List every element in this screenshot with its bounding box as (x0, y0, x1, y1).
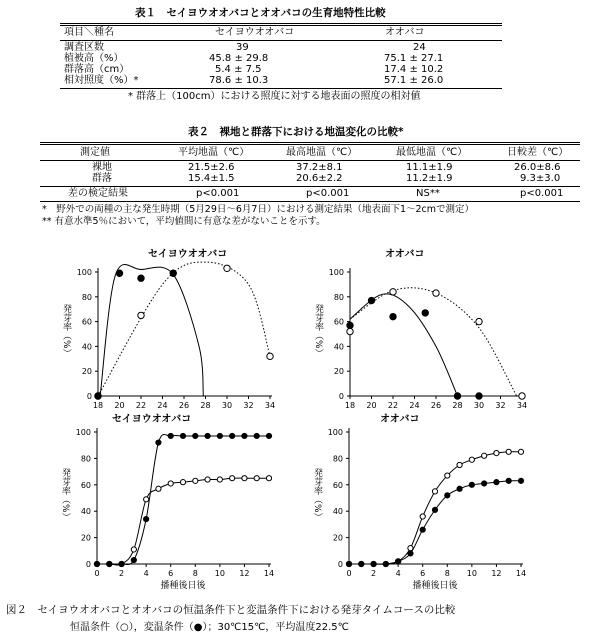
chart4-constant-point (432, 489, 437, 494)
chart3-constant-point (131, 547, 136, 552)
chart2-constant-point (347, 328, 353, 334)
chart3-variable-point (107, 561, 112, 566)
chart4-constant-point (469, 457, 474, 462)
chart1-constant-point (267, 353, 273, 359)
table2-header: 最低地温（℃） (396, 147, 468, 158)
chart3-variable-point (266, 433, 271, 438)
chart4-x-tick-label: 4 (395, 569, 401, 578)
table2-row-label: 裸地 (92, 162, 112, 173)
table1-cell: 39 (236, 42, 249, 53)
chart3-y-tick-label: 100 (75, 428, 91, 437)
table1-row-label: 植被高（%） (64, 53, 124, 64)
chart2-x-tick-label: 18 (344, 401, 356, 410)
chart3-variable-point (131, 557, 136, 562)
table1-cell: 24 (413, 42, 426, 53)
chart1-y-tick-label: 60 (81, 317, 92, 327)
table2-caption: 表２ 裸地と群落下における地温変化の比較* (188, 126, 404, 138)
chart3-variable-point (254, 433, 259, 438)
table1-header-species-b: オオバコ (385, 27, 425, 38)
table2-note1: * 野外での両種の主な発生時期（5月29日～6月7日）における測定結果（地表面下1～2cmで測定） (42, 204, 475, 215)
chart3-y-tick-label: 20 (80, 533, 91, 543)
chart4-x-tick-label: 6 (420, 569, 426, 578)
table1-cell: 5.4 ± 7.5 (215, 64, 262, 75)
chart1-y-tick-label: 80 (81, 292, 92, 302)
chart2-x-tick-label: 26 (430, 401, 442, 410)
chart4-constant-point (457, 462, 462, 467)
chart2-y-label: 発芽率（%） (313, 304, 323, 358)
table2-test-cell: NS** (416, 188, 440, 199)
chart3-variable-point (180, 433, 185, 438)
chart4-variable-point (359, 561, 364, 566)
chart4-variable-point (408, 551, 413, 556)
chart2-variable-point (476, 393, 482, 399)
table1-note: * 群落上（100cm）における照度に対する地表面の照度の相対値 (128, 91, 421, 102)
chart2-x-tick-label: 24 (409, 401, 420, 410)
table2-cell: 9.3±3.0 (520, 173, 561, 184)
chart3-constant-point (193, 478, 198, 483)
chart4-y-tick-label: 60 (332, 480, 343, 490)
table1-row-label: 調査区数 (64, 42, 104, 53)
chart3-constant-point (230, 476, 235, 481)
table2-header: 最高地温（℃） (286, 147, 358, 158)
chart4-x-tick-label: 12 (491, 569, 502, 578)
chart3-title: セイヨウオオバコ (112, 414, 192, 425)
chart3-constant-point (242, 476, 247, 481)
chart1-y-tick-label: 40 (81, 342, 92, 352)
chart3-constant-point (144, 497, 149, 502)
chart3-constant-point (254, 476, 259, 481)
chart2-variable-curve (350, 294, 458, 396)
table2-test-cell: p<0.001 (306, 188, 350, 199)
chart3-variable-point (119, 561, 124, 566)
table2-test-label: 差の検定結果 (68, 188, 128, 199)
chart4-variable-point (445, 493, 450, 498)
table2-header-rule (40, 160, 580, 161)
chart4-y-tick-label: 20 (332, 533, 343, 543)
chart4-y-tick-label: 80 (332, 454, 343, 464)
chart2-constant-point (433, 290, 439, 296)
chart1-constant-point (138, 312, 144, 318)
chart1-x-tick-label: 26 (178, 401, 190, 410)
chart2-y-tick-label: 80 (333, 292, 344, 302)
chart4-constant-point (518, 449, 523, 454)
table2-mid-rule (40, 186, 580, 187)
chart4-variable-point (482, 481, 487, 486)
chart4-variable-point (346, 561, 351, 566)
chart1-variable-point (116, 270, 122, 276)
chart4-y-tick-label: 100 (327, 428, 343, 437)
chart4-variable-point (457, 486, 462, 491)
figure-caption: 図２ セイヨウオオバコとオオバコの恒温条件下と変温条件下における発芽タイムコースの比較 (6, 604, 456, 616)
table2-header: 測定値 (80, 147, 110, 158)
chart3-y-tick-label: 80 (80, 454, 91, 464)
chart3-variable-point (94, 561, 99, 566)
chart3-variable-point (168, 433, 173, 438)
chart4-constant-point (494, 451, 499, 456)
figure-caption-line2: 恒温条件（○），変温条件（●）；30℃15℃，平均温度22.5℃ (70, 622, 349, 633)
chart4-variable-point (371, 561, 376, 566)
table2-bottom-rule (40, 201, 580, 202)
chart3-constant-point (168, 481, 173, 486)
table1-header-rule (60, 40, 502, 41)
chart3-variable-point (242, 433, 247, 438)
chart4-y-tick-label: 40 (332, 507, 343, 517)
chart1-y-tick-label: 100 (76, 268, 92, 277)
chart3-x-tick-label: 10 (214, 569, 225, 578)
table1-row-label: 群落高（cm） (64, 64, 130, 75)
chart3-x-tick-label: 4 (143, 569, 149, 578)
chart1-x-tick-label: 30 (221, 401, 233, 410)
chart3-constant-point (156, 486, 161, 491)
chart3-constant-line (97, 478, 269, 565)
table1-top-rule-2 (60, 25, 502, 26)
chart3-variable-line (97, 434, 269, 564)
chart2-x-tick-label: 30 (473, 401, 485, 410)
table1-row-label: 相対照度（%）* (64, 75, 139, 86)
chart4-variable-point (506, 478, 511, 483)
chart1-x-tick-label: 20 (114, 401, 125, 410)
table2-cell: 21.5±2.6 (188, 162, 235, 173)
chart2-x-tick-label: 34 (516, 401, 528, 410)
chart2-title: オオバコ (385, 249, 425, 260)
chart4-variable-point (432, 507, 437, 512)
table2-header: 日較差（℃） (507, 147, 569, 158)
chart4-variable-point (396, 559, 401, 564)
chart1-variable-point (138, 275, 144, 281)
table2-cell: 26.0±8.6 (514, 162, 561, 173)
chart4-y-label: 発芽率（%） (312, 468, 322, 522)
chart1-y-label: 発芽率（%） (61, 304, 71, 358)
chart3-y-tick-label: 0 (85, 560, 91, 569)
chart2-x-tick-label: 20 (366, 401, 377, 410)
chart2-variable-point (347, 322, 353, 328)
chart3-y-label: 発芽率（%） (60, 468, 70, 522)
chart4-constant-point (506, 449, 511, 454)
chart4-x-tick-label: 2 (371, 569, 377, 578)
chart2-y-tick-label: 100 (328, 268, 344, 277)
chart3-x-tick-label: 14 (263, 569, 275, 578)
chart2-y-tick-label: 0 (338, 392, 344, 401)
chart4-y-tick-label: 0 (337, 560, 343, 569)
chart1-x-tick-label: 34 (264, 401, 276, 410)
chart4-variable-point (494, 480, 499, 485)
chart4-x-tick-label: 10 (466, 569, 477, 578)
table2-row-label: 群落 (92, 173, 112, 184)
table2-test-cell: p<0.001 (520, 188, 564, 199)
table2-cell: 15.4±1.5 (188, 173, 235, 184)
chart3-x-tick-label: 2 (119, 569, 125, 578)
chart2-y-tick-label: 20 (333, 367, 344, 377)
chart2-y-tick-label: 60 (333, 317, 344, 327)
chart3-variable-point (217, 433, 222, 438)
table2-cell: 37.2±8.1 (296, 162, 343, 173)
chart3-x-tick-label: 12 (239, 569, 250, 578)
table2-cell: 20.6±2.2 (296, 173, 343, 184)
table2-cell: 11.1±1.9 (406, 162, 453, 173)
chart2-x-tick-label: 32 (495, 401, 506, 410)
chart4-x-tick-label: 0 (346, 569, 352, 578)
table1-header-item: 項目＼種名 (64, 27, 114, 38)
chart4-x-label: 播種後日後 (412, 581, 458, 591)
chart3-y-tick-label: 60 (80, 480, 91, 490)
chart2-y-tick-label: 40 (333, 342, 344, 352)
chart4-x-tick-label: 14 (515, 569, 527, 578)
chart3-x-tick-label: 8 (192, 569, 198, 578)
chart4-variable-point (383, 561, 388, 566)
chart3-y-tick-label: 40 (80, 507, 91, 517)
table1-header-species-a: セイヨウオオバコ (215, 27, 295, 38)
chart3-variable-point (144, 517, 149, 522)
chart4-variable-point (469, 482, 474, 487)
chart3-constant-point (266, 476, 271, 481)
chart3-x-tick-label: 6 (168, 569, 174, 578)
table1-cell: 57.1 ± 26.0 (384, 75, 444, 86)
chart2-constant-point (519, 393, 525, 399)
chart4-constant-point (420, 514, 425, 519)
table1-cell: 17.4 ± 10.2 (384, 64, 444, 75)
chart3-variable-point (156, 440, 161, 445)
chart3-x-label: 播種後日後 (160, 581, 206, 591)
chart2-variable-point (422, 310, 428, 316)
chart4-variable-point (518, 478, 523, 483)
chart1-y-tick-label: 20 (81, 367, 92, 377)
chart3-constant-point (180, 480, 185, 485)
figure-charts (0, 235, 606, 600)
chart1-x-tick-label: 28 (200, 401, 211, 410)
table1-top-rule (60, 23, 502, 24)
chart2-variable-point (368, 297, 374, 303)
chart1-variable-point (170, 270, 176, 276)
table2-top-rule (40, 142, 580, 143)
chart1-x-tick-label: 18 (92, 401, 104, 410)
chart3-constant-point (217, 477, 222, 482)
chart4-constant-point (482, 453, 487, 458)
chart4-title: オオバコ (380, 414, 420, 425)
table2-top-rule-2 (40, 144, 580, 145)
table1-cell: 78.6 ± 10.3 (209, 75, 269, 86)
chart3-variable-point (205, 433, 210, 438)
chart1-constant-point (224, 265, 230, 271)
chart3-variable-point (230, 433, 235, 438)
chart1-constant-curve (98, 262, 270, 396)
chart1-x-tick-label: 24 (157, 401, 168, 410)
table2-header: 平均地温（℃） (178, 147, 250, 158)
table1-bottom-rule (60, 88, 502, 89)
chart1-title: セイヨウオオバコ (148, 249, 228, 260)
chart3-variable-point (193, 433, 198, 438)
table1-cell: 45.8 ± 29.8 (209, 53, 269, 64)
chart2-variable-point (454, 393, 460, 399)
table2-note2: ** 有意水準5％において，平均値間に有意な差がないことを示す。 (42, 216, 326, 227)
chart2-x-tick-label: 28 (452, 401, 463, 410)
chart1-variable-curve (100, 264, 203, 396)
chart2-variable-point (390, 313, 396, 319)
chart2-x-tick-label: 22 (387, 401, 399, 410)
chart1-x-tick-label: 32 (243, 401, 254, 410)
table1-cell: 75.1 ± 27.1 (384, 53, 444, 64)
table2-test-cell: p<0.001 (196, 188, 240, 199)
chart4-variable-point (420, 527, 425, 532)
chart1-y-tick-label: 0 (86, 392, 92, 401)
chart1-x-tick-label: 22 (135, 401, 147, 410)
chart4-x-tick-label: 8 (444, 569, 450, 578)
chart3-constant-point (205, 477, 210, 482)
table1-caption: 表１ セイヨウオオバコとオオバコの生育地特性比較 (135, 7, 386, 19)
chart2-constant-point (476, 318, 482, 324)
chart1-variable-point (95, 393, 101, 399)
chart4-constant-point (445, 473, 450, 478)
chart3-x-tick-label: 0 (94, 569, 100, 578)
table2-cell: 11.2±1.9 (406, 173, 453, 184)
